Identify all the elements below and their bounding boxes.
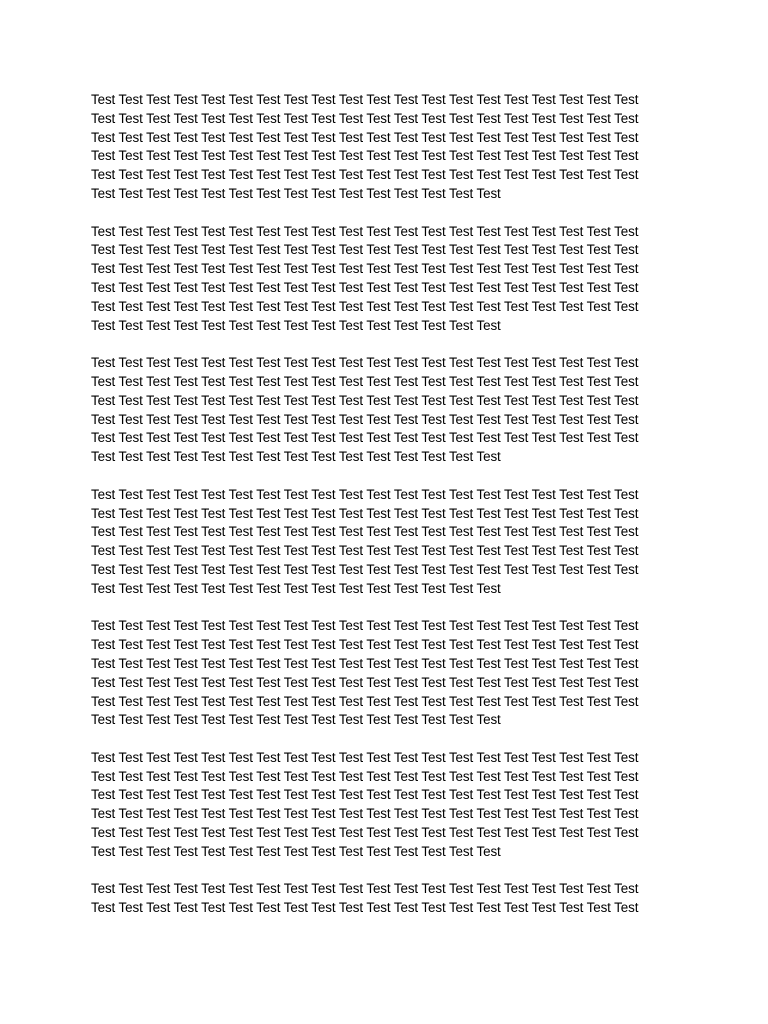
document-body	[91, 91, 691, 937]
paragraph	[91, 486, 691, 599]
text-line: Test Test Test Test Test Test Test Test Test Test Test Test Test Test Test Test Test Test Test Test	[91, 806, 639, 822]
text-line: Test Test Test Test Test Test Test Test Test Test Test Test Test Test Test Test Test Test Test Test	[91, 298, 639, 314]
text-line: Test Test Test Test Test Test Test Test Test Test Test Test Test Test Test Test Test Test Test Test	[91, 637, 639, 653]
text-line: Test Test Test Test Test Test Test Test Test Test Test Test Test Test Test Test Test Test Test Test	[91, 92, 639, 107]
text-line: Test Test Test Test Test Test Test Test Test Test Test Test Test Test Test Test Test Test Test Test	[91, 223, 639, 239]
text-line: Test Test Test Test Test Test Test Test Test Test Test Test Test Test Test	[91, 317, 501, 333]
text-line: Test Test Test Test Test Test Test Test Test Test Test Test Test Test Test	[91, 449, 501, 465]
paragraph	[91, 617, 691, 730]
text-line: Test Test Test Test Test Test Test Test Test Test Test Test Test Test Test Test Test Test Test Test	[91, 543, 639, 559]
text-line: Test Test Test Test Test Test Test Test Test Test Test Test Test Test Test	[91, 712, 501, 728]
paragraph	[91, 749, 691, 862]
text-line: Test Test Test Test Test Test Test Test Test Test Test Test Test Test Test	[91, 580, 501, 596]
text-line: Test Test Test Test Test Test Test Test Test Test Test Test Test Test Test Test Test Test Test Test	[91, 768, 639, 784]
text-line: Test Test Test Test Test Test Test Test Test Test Test Test Test Test Test Test Test Test Test Test	[91, 618, 639, 634]
text-line: Test Test Test Test Test Test Test Test Test Test Test Test Test Test Test Test Test Test Test Test	[91, 392, 639, 408]
text-line: Test Test Test Test Test Test Test Test Test Test Test Test Test Test Test Test Test Test Test Test	[91, 242, 639, 258]
text-line: Test Test Test Test Test Test Test Test Test Test Test Test Test Test Test Test Test Test Test Test	[91, 787, 639, 803]
text-line: Test Test Test Test Test Test Test Test Test Test Test Test Test Test Test Test Test Test Test Test	[91, 900, 639, 916]
text-line: Test Test Test Test Test Test Test Test Test Test Test Test Test Test Test Test Test Test Test Test	[91, 749, 639, 765]
paragraph	[91, 880, 691, 918]
text-line: Test Test Test Test Test Test Test Test Test Test Test Test Test Test Test	[91, 185, 501, 201]
text-line: Test Test Test Test Test Test Test Test Test Test Test Test Test Test Test Test Test Test Test Test	[91, 825, 639, 841]
text-line: Test Test Test Test Test Test Test Test Test Test Test Test Test Test Test Test Test Test Test Test	[91, 524, 639, 540]
text-line: Test Test Test Test Test Test Test Test Test Test Test Test Test Test Test Test Test Test Test Test	[91, 505, 639, 521]
text-line: Test Test Test Test Test Test Test Test Test Test Test Test Test Test Test Test Test Test Test Test	[91, 167, 639, 183]
text-line: Test Test Test Test Test Test Test Test Test Test Test Test Test Test Test Test Test Test Test Test	[91, 279, 639, 295]
text-line: Test Test Test Test Test Test Test Test Test Test Test Test Test Test Test Test Test Test Test Test	[91, 110, 639, 126]
text-line: Test Test Test Test Test Test Test Test Test Test Test Test Test Test Test Test Test Test Test Test	[91, 561, 639, 577]
text-line: Test Test Test Test Test Test Test Test Test Test Test Test Test Test Test Test Test Test Test Test	[91, 261, 639, 277]
text-line: Test Test Test Test Test Test Test Test Test Test Test Test Test Test Test	[91, 843, 501, 859]
text-line: Test Test Test Test Test Test Test Test Test Test Test Test Test Test Test Test Test Test Test Test	[91, 430, 639, 446]
text-line: Test Test Test Test Test Test Test Test Test Test Test Test Test Test Test Test Test Test Test Test	[91, 129, 639, 145]
text-line: Test Test Test Test Test Test Test Test Test Test Test Test Test Test Test Test Test Test Test Test	[91, 355, 639, 371]
text-line: Test Test Test Test Test Test Test Test Test Test Test Test Test Test Test Test Test Test Test Test	[91, 674, 639, 690]
text-line: Test Test Test Test Test Test Test Test Test Test Test Test Test Test Test Test Test Test Test Test	[91, 486, 639, 502]
text-line: Test Test Test Test Test Test Test Test Test Test Test Test Test Test Test Test Test Test Test Test	[91, 148, 639, 164]
text-line: Test Test Test Test Test Test Test Test Test Test Test Test Test Test Test Test Test Test Test Test	[91, 693, 639, 709]
paragraph	[91, 354, 691, 467]
text-line: Test Test Test Test Test Test Test Test Test Test Test Test Test Test Test Test Test Test Test Test	[91, 655, 639, 671]
text-line: Test Test Test Test Test Test Test Test Test Test Test Test Test Test Test Test Test Test Test Test	[91, 881, 639, 897]
paragraph	[91, 91, 691, 204]
text-line: Test Test Test Test Test Test Test Test Test Test Test Test Test Test Test Test Test Test Test Test	[91, 373, 639, 389]
paragraph	[91, 223, 691, 336]
text-line: Test Test Test Test Test Test Test Test Test Test Test Test Test Test Test Test Test Test Test Test	[91, 411, 639, 427]
